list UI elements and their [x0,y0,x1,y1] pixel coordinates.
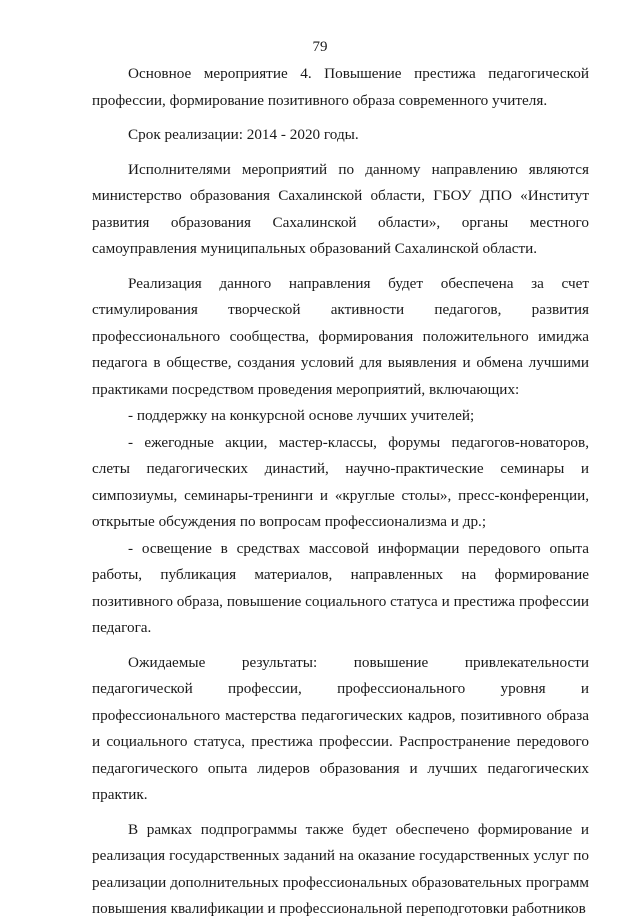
paragraph-expected-results: Ожидаемые результаты: повышение привлекательности педагогической профессии, профессионального уровня и профессионального мастерства педагогических кадров, позитивного образа и социального статуса, престижа профессии. Распространение передового педагогического опыта лидеров образования и лучших педагогических практик. [92,653,589,803]
page-number: 79 [312,39,328,55]
list-item-support: - поддержку на конкурсной основе лучших учителей; [128,407,475,424]
document-body [92,61,589,923]
paragraph-executors: Исполнителями мероприятий по данному направлению являются министерство образования Сахалинской области, ГБОУ ДПО «Институт развития образования Сахалинской области», органы местного самоуправления муниципальных образований Сахалинской области. [92,160,589,257]
paragraph-main-activity: Основное мероприятие 4. Повышение престижа педагогической профессии, формирование позитивного образа современного учителя. [92,65,589,109]
paragraph-implementation: Реализация данного направления будет обеспечена за счет стимулирования творческой активности педагогов, развития профессионального сообщества, формирования положительного имиджа педагога в обществе, создания условий для выявления и обмена лучшими практиками посредством проведения мероприятий, включающих: [92,274,589,398]
list-item-media: - освещение в средствах массовой информации передового опыта работы, публикация материалов, направленных на формирование позитивного образа, повышение социального статуса и престижа профессии педагога. [92,539,589,636]
list-item-events: - ежегодные акции, мастер-классы, форумы педагогов-новаторов, слеты педагогических династий, научно-практические семинары и симпозиумы, семинары-тренинги и «круглые столы», пресс-конференции, открытые обсуждения по вопросам профессионализма и др.; [92,433,589,530]
paragraph-state-assignments: В рамках подпрограммы также будет обеспечено формирование и реализация государственных заданий на оказание государственных услуг по реализации дополнительных профессиональных образовательных программ повышения квалификации и профессиональной переподготовки работников [92,820,589,917]
paragraph-implementation-period: Срок реализации: 2014 - 2020 годы. [128,126,359,143]
